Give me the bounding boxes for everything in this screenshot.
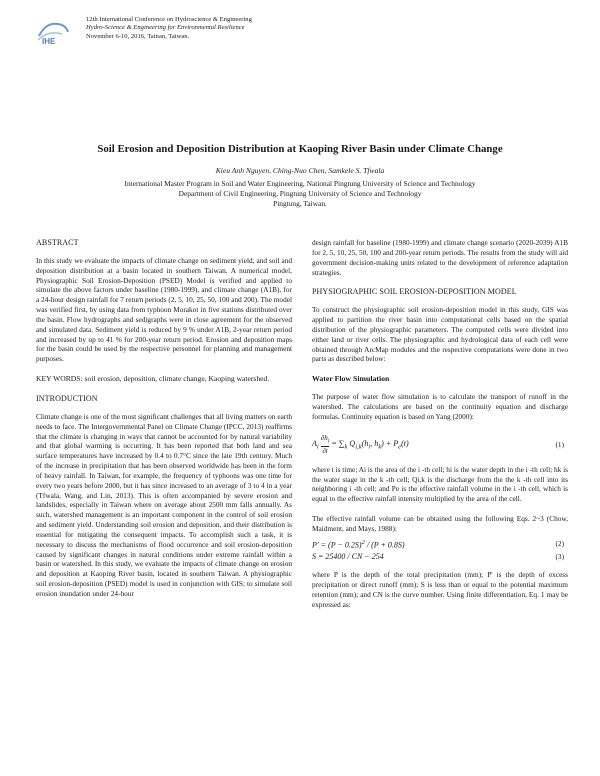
svg-text:IHE: IHE <box>42 37 56 46</box>
water-flow-heading: Water Flow Simulation <box>312 374 390 384</box>
paper-affiliations <box>0 179 600 210</box>
affiliation-line: International Master Program in Soil and Water Engineering, National Pingtung University of Science and Technology <box>124 179 476 188</box>
keywords: KEY WORDS: soil erosion, deposition, climate change, Kaoping watershed. <box>36 374 270 384</box>
equation-3 <box>312 552 568 562</box>
right-column <box>312 238 568 609</box>
abstract-text: In this study we evaluate the impacts of climate change on sediment yield, and soil and deposition distribution at a basin located in southern Taiwan. A numerical model, Physiographic Soil Erosion-Deposition (PSED) Model is verified and applied to simulate the above factors under baseline (1980-1999), and climate change (A1B), for a 24-hour design rainfall for 7 return periods (2, 5, 10, 25, 50, 100 and 200). The model was verified first, by using data from typhoon Morakot in five stations distributed over the basin. Flow hydrographs and sedigraphs were in close agreement for the observed and simulated data. Sediment yield is reduced by 9 % under A1B, 2-year return period and increased by up to 41 % for 200-year return period. Erosion and deposition maps for the basin could be used by the respective personnel for planning and management purposes. <box>36 255 292 364</box>
equation-1 <box>312 432 568 458</box>
psed-heading: PHYSIOGRAPHIC SOIL EROSION-DEPOSITION MODEL <box>312 287 517 297</box>
affiliation-line: Pingtung, Taiwan. <box>273 199 327 209</box>
equation-3-expression: S = 25400 / CN − 254 <box>312 552 384 562</box>
equation-2 <box>312 538 568 551</box>
water-flow-text: The purpose of water flow simulation is to calculate the transport of runoff in the watershed. The calculations are based on the continuity equation and discharge formulas. Continuity equation is based on Yang (2000): <box>312 392 568 421</box>
conference-theme: Hydro-Science & Engineering for Environmental Resilience <box>86 24 245 32</box>
equation-2-3-definitions: where P is the depth of the total precipitation (mm); P' is the depth of excess precipitation or direct runoff (mm); S is less than or equal to the potential maximum retention (mm); and CN is the curve number. Using finite differentiation, Eq. 1 may be expressed as: <box>312 570 568 609</box>
equation-2-number: (2) <box>555 539 564 549</box>
conference-logo <box>36 16 70 46</box>
conference-info <box>86 16 346 41</box>
psed-text: To construct the physiographic soil erosion-deposition model in this study, GIS was applied to partition the river basin into computational cells based on the spatial distribution of the physiographic parameters. The computed cells were divided into either land or river cells. The physiographic and hydrological data of each cell were obtained through ArcMap modules and the respective computations were done in two parts as described below: <box>312 305 568 364</box>
effective-rainfall-text: The effective rainfall volume can be obtained using the following Eqs. 2~3 (Chow, Maidment, and Mays, 1988): <box>312 514 568 533</box>
paper-authors: Kieu Anh Nguyen, Ching-Nuo Chen, Samkele S. Tfwala <box>215 166 385 175</box>
abstract-heading: ABSTRACT <box>36 238 79 247</box>
equation-2-expression: $P' = (P - 0.2S)^2 / (P + 0.8S)$ <box>312 538 405 550</box>
equation-1-expression: $A_i$ $\frac{\partial h_i}{\partial t}$ = $\sum_k$ $Q_{i,k}(h_i$, $h_k) + P_e(t)$ <box>312 434 409 455</box>
paper-title: Soil Erosion and Deposition Distribution at Kaoping River Basin under Climate Change <box>97 143 503 155</box>
introduction-text: Climate change is one of the most significant challenges that all living matters on earth needs to face. The Intergovernmental Panel on Climate Change (IPCC, 2013) reaffirms that the climate is changing in ways that cannot be accounted for by natural variability and that global warming is occurring. It has been reported that both land and sea surface temperatures have increased by 0.4 to 0.7°C since the late 19th century. Much of the increase in precipitation that has been observed worldwide has been in the form of heavy rainfall. In Taiwan, for example, the frequency of typhoons was one time for every two years before 2000, but it has since increased to an average of 3 to 4 in a year (Tfwala, Wang, and Lin, 2013). This is often accompanied by severe erosion and landslides, especially in Taiwan where on average about 2500 mm falls annually. As such, watershed management is an important component in the control of soil erosion and sediment yield. Understanding soil erosion and deposition, and their distribution is essential for mitigating the consequent impacts. To accomplish such a task, it is necessary to discuss the mechanisms of flood occurrence and soil erosion-deposition caused by significant changes in natural conditions under extreme rainfall within a basin or watershed. In this study, we evaluate the impacts of climate change on erosion and deposition at Kaoping River basin, located in southern Taiwan. A physiographic soil erosion-deposition (PSED) model is used in conjunction with GIS; to simulate soil erosion inundation under 24-hour <box>36 411 292 598</box>
equation-1-number: (1) <box>555 439 564 449</box>
affiliation-line: Department of Civil Engineering, Pingtung University of Science and Technology <box>178 189 422 199</box>
conference-name: 12th International Conference on Hydroscience & Engineering <box>86 16 252 23</box>
introduction-heading: INTRODUCTION <box>36 393 98 403</box>
introduction-continued: design rainfall for baseline (1980-1999) and climate change scenario (2020-2039) A1B for 2, 5, 10, 25, 50, 100 and 200-year return periods. The results from the study will aid government decision-making units related to the development of reference adaptation strategies. <box>312 238 568 277</box>
left-column <box>36 238 292 599</box>
equation-3-number: (3) <box>555 552 564 562</box>
equation-1-definitions: where t is time; Ai is the area of the i -th cell; hi is the water depth in the i -th cell; hk is the water stage in the k -th cell; Qi,k is the discharge from the the k -th cell into its neighboring i -th cell; and Pe is the effective rainfall volume in the i -th cell, which is equal to the effective rainfall intensity multiplied by the area of the cell. <box>312 464 568 504</box>
conference-date-location: November 6-10, 2016, Tainan, Taiwan. <box>86 32 190 40</box>
